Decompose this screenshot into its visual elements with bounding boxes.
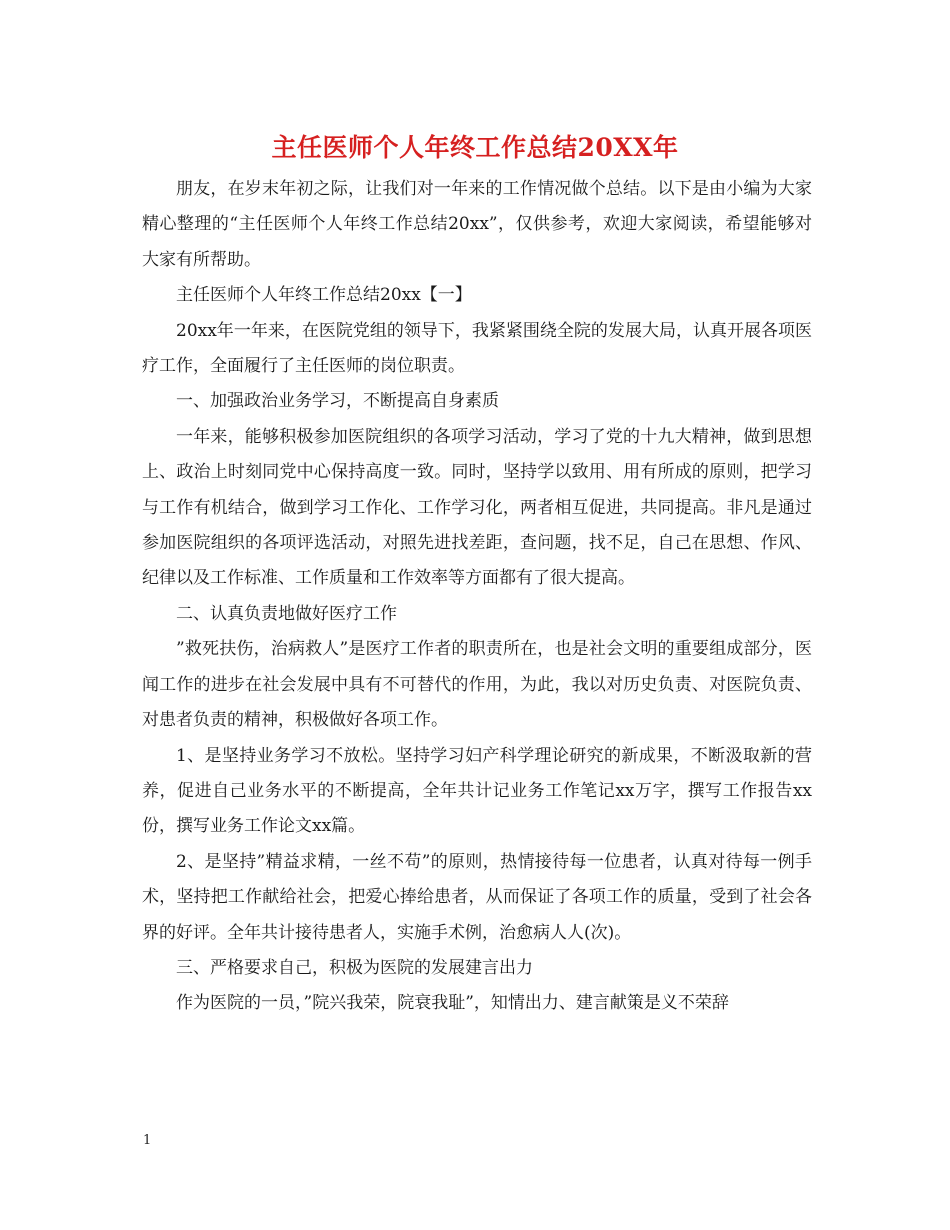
paragraph-heading-1: 一、加强政治业务学习，不断提高自身素质 (176, 391, 499, 412)
document-body (142, 172, 812, 1022)
page-number: 1 (143, 1133, 152, 1148)
paragraph-heading-3: 三、严格要求自己，积极为医院的发展建言出力 (176, 957, 533, 978)
paragraph-section-heading: 主任医师个人年终工作总结20xx【一】 (176, 285, 472, 306)
paragraph-intro: 朋友，在岁末年初之际，让我们对一年来的工作情况做个总结。以下是由小编为大家精心整理的“主任医师个人年终工作总结20xx”，仅供参考，欢迎大家阅读，希望能够对大家有所帮助。 (142, 179, 812, 270)
paragraph-item-1: 1、是坚持业务学习不放松。坚持学习妇产科学理论研究的新成果，不断汲取新的营养，促进自己业务水平的不断提高，全年共计记业务工作笔记xx万字，撰写工作报告xx份，撰写业务工作论文xx篇。 (142, 745, 812, 837)
paragraph-overview: 20xx年一年来，在医院党组的领导下，我紧紧围绕全院的发展大局，认真开展各项医疗工作，全面履行了主任医师的岗位职责。 (142, 320, 812, 377)
document-title: 主任医师个人年终工作总结20XX年 (271, 133, 679, 162)
paragraph-medical-work: ”救死扶伤，治病救人”是医疗工作者的职责所在，也是社会文明的重要组成部分，医闻工作的进步在社会发展中具有不可替代的作用，为此，我以对历史负责、对医院负责、对患者负责的精神，积极做好各项工作。 (142, 639, 812, 731)
paragraph-contribution: 作为医院的一员，”院兴我荣，院衰我耻”，知情出力、建言献策是义不荣辞 (176, 993, 729, 1014)
paragraph-study: 一年来，能够积极参加医院组织的各项学习活动，学习了党的十九大精神，做到思想上、政治上时刻同党中心保持高度一致。同时，坚持学以致用、用有所成的原则，把学习与工作有机结合，做到学习工作化、工作学习化，两者相互促进，共同提高。非凡是通过参加医院组织的各项评选活动，对照先进找差距，查问题，找不足，自己在思想、作风、纪律以及工作标准、工作质量和工作效率等方面都有了很大提高。 (142, 426, 812, 589)
paragraph-item-2: 2、是坚持”精益求精，一丝不苟”的原则，热情接待每一位患者，认真对待每一例手术，坚持把工作献给社会，把爱心捧给患者，从而保证了各项工作的质量，受到了社会各界的好评。全年共计接待患者人，实施手术例，治愈病人人(次)。 (142, 851, 812, 943)
paragraph-heading-2: 二、认真负责地做好医疗工作 (176, 603, 397, 624)
